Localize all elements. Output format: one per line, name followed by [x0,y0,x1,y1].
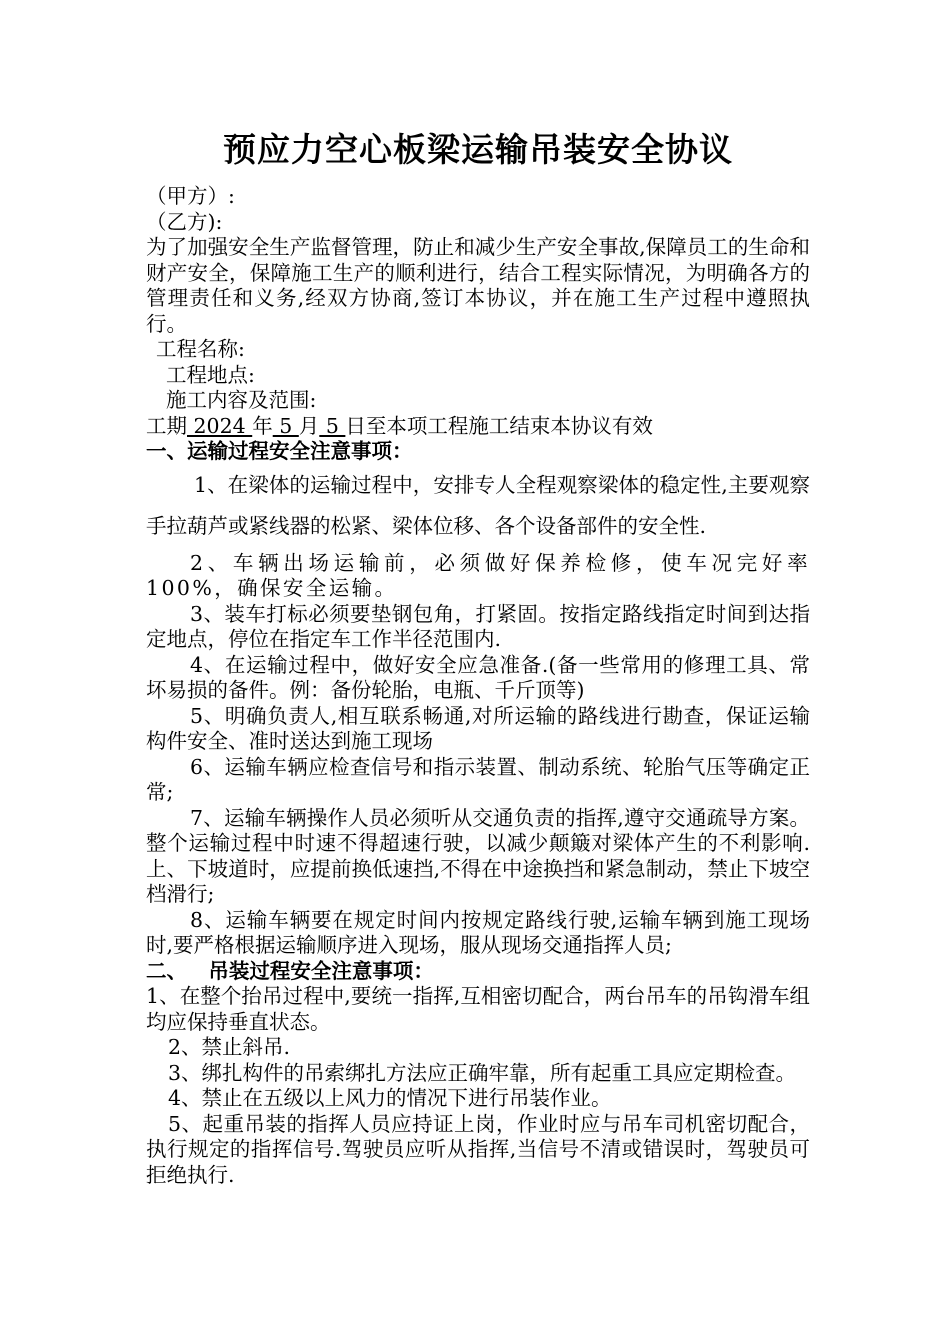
section1-item-5: 5、明确负责人,相互联系畅通,对所运输的路线进行勘查，保证运输构件安全、准时送达到施工现场 [146,703,810,753]
section2-item-4: 4、禁止在五级以上风力的情况下进行吊装作业。 [168,1086,612,1110]
period-month-unit: 月 [298,413,320,438]
project-location-line: 工程地点: [166,362,255,387]
section1-item-8: 8、运输车辆要在规定时间内按规定路线行驶,运输车辆到施工现场时,要严格根据运输顺序进入现场，服从现场交通指挥人员; [146,907,810,957]
scope-line: 施工内容及范围: [166,388,317,412]
section1-item-4: 4、在运输过程中，做好安全应急准备.(备一些常用的修理工具、常坏易损的备件。例：备份轮胎，电瓶、千斤顶等) [146,652,810,702]
section2-item-5: 5、起重吊装的指挥人员应持证上岗，作业时应与吊车司机密切配合，执行规定的指挥信号.驾驶员应听从指挥,当信号不清或错误时，驾驶员可拒绝执行. [146,1111,810,1187]
intro-paragraph: 为了加强安全生产监督管理，防止和减少生产安全事故,保障员工的生命和财产安全，保障施工生产的顺利进行，结合工程实际情况，为明确各方的管理责任和义务,经双方协商,签订本协议，并在施工生产过程中遵照执行。 [146,235,810,336]
period-day: 5 [319,413,346,438]
section2-item-1: 1、在整个抬吊过程中,要统一指挥,互相密切配合，两台吊车的吊钩滑车组均应保持垂直状态。 [146,984,810,1034]
period-year: 2024 [187,413,253,438]
period-prefix: 工期 [146,413,187,438]
party-b-line: （乙方): [146,209,223,234]
section2-heading: 二、 吊装过程安全注意事项： [146,958,434,983]
section1-item-6: 6、运输车辆应检查信号和指示装置、制动系统、轮胎气压等确定正常; [146,754,810,804]
project-name-line: 工程名称: [156,337,245,361]
party-a-line: （甲方）: [146,184,235,208]
section1-item-1: 1、在梁体的运输过程中，安排专人全程观察梁体的稳定性,主要观察手拉葫芦或紧线器的松紧、梁体位移、各个设备部件的安全性. [146,472,810,538]
period-year-unit: 年 [252,413,273,438]
document-title: 预应力空心板梁运输吊装安全协议 [223,130,733,169]
section1-item-2: 2、车辆出场运输前，必须做好保养检修，使车况完好率100%，确保安全运输。 [146,550,810,600]
period-month: 5 [272,413,299,438]
section1-item-3: 3、装车打标必须要垫钢包角，打紧固。按指定路线指定时间到达指定地点，停位在指定车工作半径范围内. [146,601,810,651]
section1-heading: 一、运输过程安全注意事项： [146,439,413,463]
section1-item-7: 7、运输车辆操作人员必须听从交通负责的指挥,遵守交通疏导方案。整个运输过程中时速不得超速行驶，以减少颠簸对梁体产生的不利影响.上、下坡道时，应提前换低速挡,不得在中途换挡和紧急制动，禁止下坡空档滑行; [146,805,810,906]
period-line [146,414,810,440]
period-suffix: 日至本项工程施工结束本协议有效 [345,413,653,438]
document-page [146,118,810,1188]
section2-item-3: 3、绑扎构件的吊索绑扎方法应正确牢靠，所有起重工具应定期检查。 [168,1060,797,1085]
section2-item-2: 2、禁止斜吊. [168,1035,291,1059]
